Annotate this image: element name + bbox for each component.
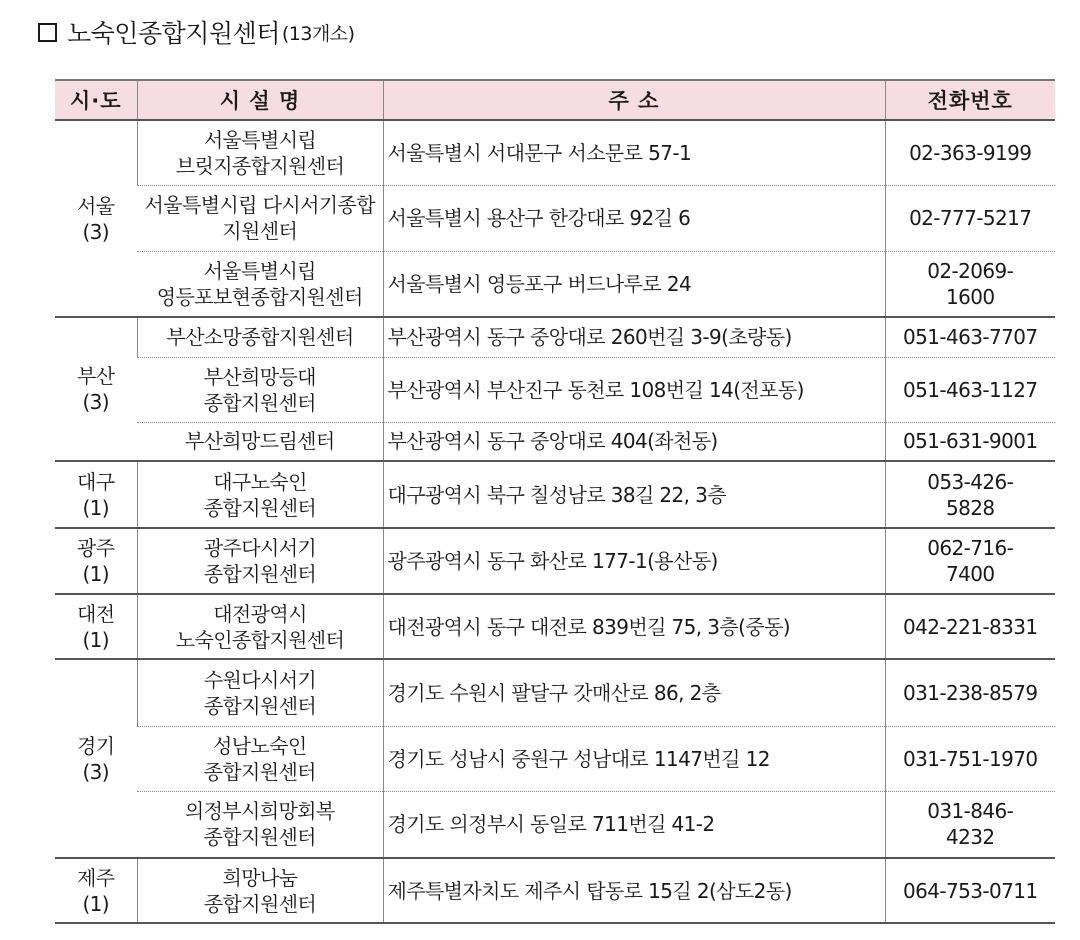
facility-name: 성남노숙인 종합지원센터 (137, 726, 383, 791)
facility-address: 제주특별자치도 제주시 탑동로 15길 2(삼도2동) (383, 858, 885, 923)
facility-phone: 062-716- 7400 (885, 528, 1055, 594)
table-row (55, 251, 1055, 317)
region-count: (3) (82, 759, 110, 784)
region-name: 광주 (77, 536, 115, 560)
region-count: (1) (82, 891, 110, 916)
facility-name: 부산희망드림센터 (137, 422, 383, 461)
facility-address: 서울특별시 서대문구 서소문로 57-1 (383, 120, 885, 185)
facility-phone: 064-753-0711 (885, 858, 1055, 923)
region-cell (55, 528, 137, 594)
header-region: 시·도 (55, 80, 137, 120)
region-name: 경기 (77, 733, 115, 758)
facility-address: 대구광역시 북구 칠성남로 38길 22, 3층 (383, 461, 885, 528)
facility-address: 서울특별시 용산구 한강대로 92길 6 (383, 185, 885, 251)
facility-name: 부산희망등대 종합지원센터 (137, 357, 383, 422)
table-header-row (55, 80, 1055, 120)
region-name: 부산 (77, 364, 115, 388)
region-name: 제주 (77, 865, 115, 890)
facility-address: 서울특별시 영등포구 버드나루로 24 (383, 251, 885, 317)
heading-count: (13개소) (281, 22, 355, 45)
facility-phone: 031-751-1970 (885, 726, 1055, 791)
facility-name: 의정부시희망회복 종합지원센터 (137, 791, 383, 858)
facility-address: 광주광역시 동구 화산로 177-1(용산동) (383, 528, 885, 594)
facility-address: 부산광역시 동구 중앙대로 260번길 3-9(초량동) (383, 317, 885, 357)
facility-address: 경기도 수원시 팔달구 갓매산로 86, 2층 (383, 659, 885, 726)
table-row (55, 357, 1055, 422)
table-row (55, 858, 1055, 923)
facility-name: 부산소망종합지원센터 (137, 317, 383, 357)
table-row (55, 528, 1055, 594)
facility-name: 서울특별시립 브릿지종합지원센터 (137, 120, 383, 185)
region-cell (55, 858, 137, 923)
facilities-table (55, 79, 1055, 924)
table-row (55, 317, 1055, 357)
region-cell (55, 461, 137, 528)
region-count: (1) (82, 562, 110, 586)
facility-address: 경기도 성남시 중원구 성남대로 1147번길 12 (383, 726, 885, 791)
facility-address: 경기도 의정부시 동일로 711번길 41-2 (383, 791, 885, 858)
region-name: 대전 (77, 601, 115, 626)
table-row (55, 726, 1055, 791)
checkbox-square-icon (38, 23, 57, 42)
region-count: (1) (82, 627, 110, 652)
facility-phone: 02-2069- 1600 (885, 251, 1055, 317)
region-name: 대구 (77, 469, 115, 494)
region-count: (3) (82, 390, 110, 414)
heading-title: 노숙인종합지원센터 (67, 19, 280, 48)
facility-phone: 053-426- 5828 (885, 461, 1055, 528)
facility-phone: 031-238-8579 (885, 659, 1055, 726)
region-count: (1) (82, 495, 110, 520)
header-facility-name: 시 설 명 (137, 80, 383, 120)
facility-name: 서울특별시립 다시서기종합 지원센터 (137, 185, 383, 251)
region-count: (3) (82, 219, 110, 244)
header-phone: 전화번호 (885, 80, 1055, 120)
region-cell (55, 317, 137, 461)
facility-name: 광주다시서기 종합지원센터 (137, 528, 383, 594)
region-cell (55, 120, 137, 317)
facility-name: 서울특별시립 영등포보현종합지원센터 (137, 251, 383, 317)
facility-phone: 042-221-8331 (885, 594, 1055, 659)
section-heading (38, 14, 355, 50)
region-cell (55, 659, 137, 858)
header-address: 주 소 (383, 80, 885, 120)
facility-name: 대구노숙인 종합지원센터 (137, 461, 383, 528)
table-row (55, 185, 1055, 251)
region-name: 서울 (77, 193, 115, 218)
table-row (55, 120, 1055, 185)
facility-phone: 051-631-9001 (885, 422, 1055, 461)
facility-name: 희망나눔 종합지원센터 (137, 858, 383, 923)
facility-name: 대전광역시 노숙인종합지원센터 (137, 594, 383, 659)
facility-address: 부산광역시 부산진구 동천로 108번길 14(전포동) (383, 357, 885, 422)
facility-address: 부산광역시 동구 중앙대로 404(좌천동) (383, 422, 885, 461)
facility-phone: 02-363-9199 (885, 120, 1055, 185)
table-row (55, 659, 1055, 726)
region-cell (55, 594, 137, 659)
table-row (55, 791, 1055, 858)
table-row (55, 594, 1055, 659)
table-row (55, 461, 1055, 528)
facility-phone: 051-463-7707 (885, 317, 1055, 357)
table-row (55, 422, 1055, 461)
facility-address: 대전광역시 동구 대전로 839번길 75, 3층(중동) (383, 594, 885, 659)
facility-name: 수원다시서기 종합지원센터 (137, 659, 383, 726)
facility-phone: 031-846- 4232 (885, 791, 1055, 858)
table-body (55, 120, 1055, 923)
facility-phone: 02-777-5217 (885, 185, 1055, 251)
facility-phone: 051-463-1127 (885, 357, 1055, 422)
